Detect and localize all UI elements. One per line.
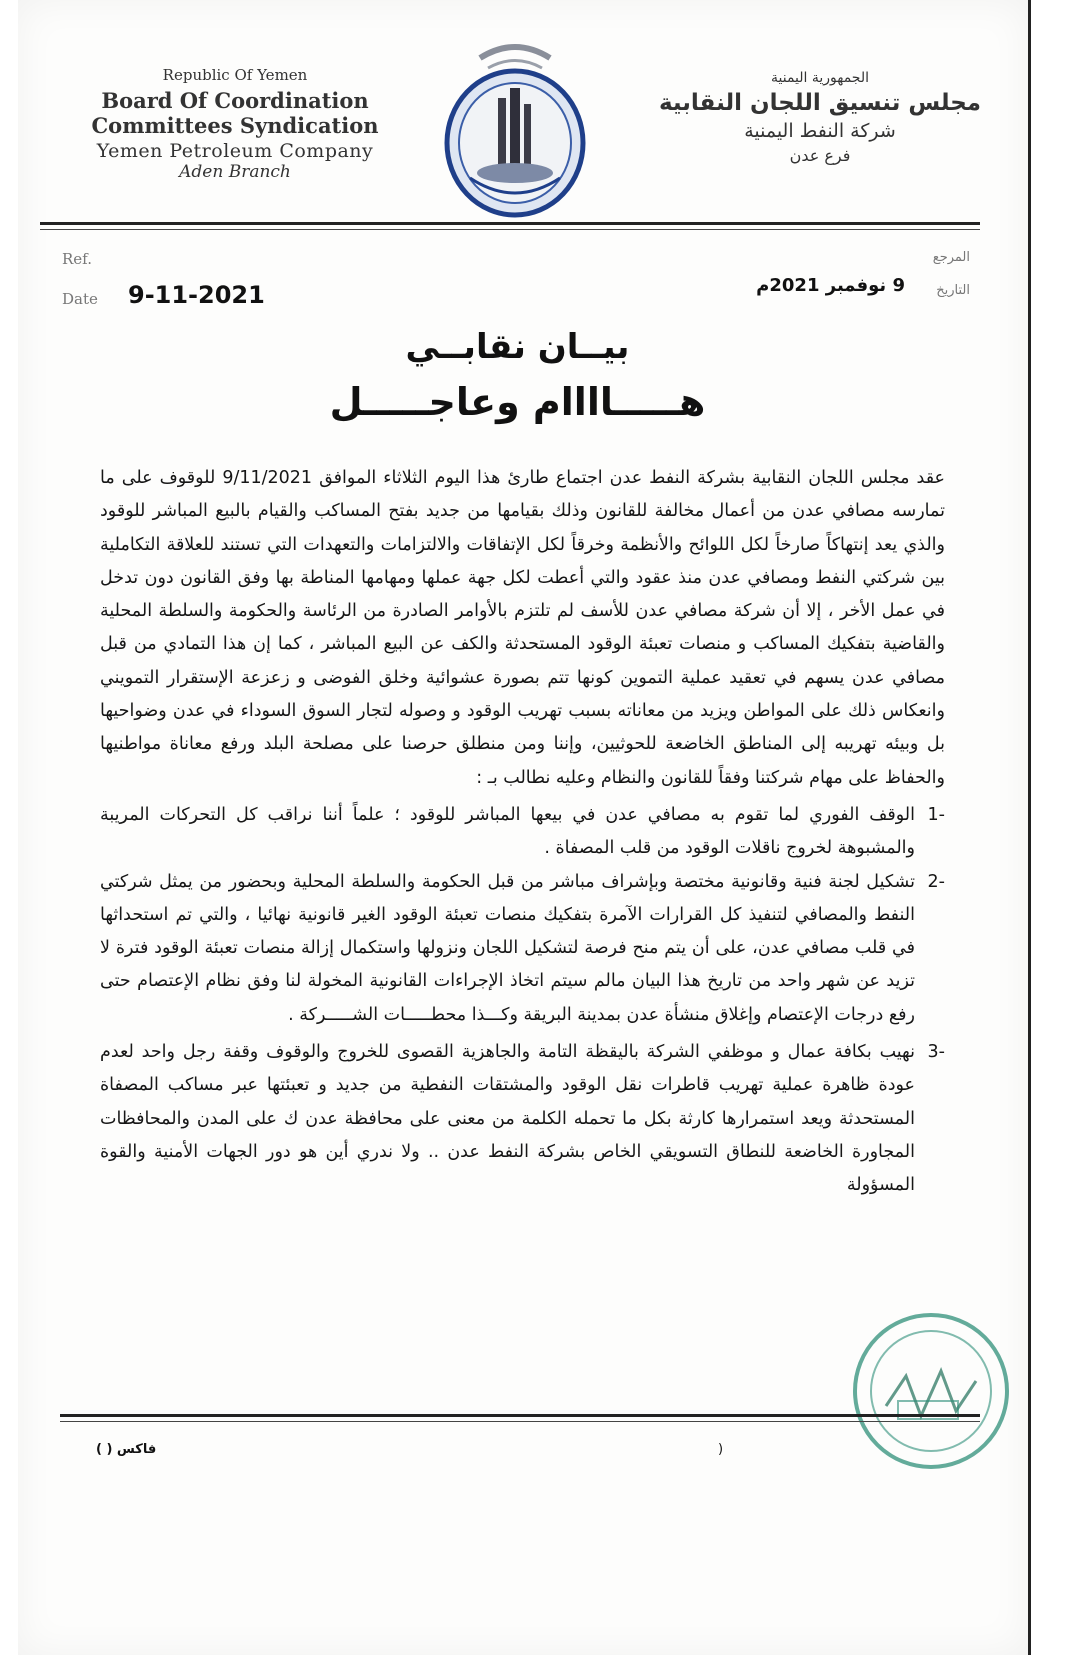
letterhead-ar-line: الجمهورية اليمنية (770, 70, 869, 86)
item-text: الوقف الفوري لما تقوم به مصافي عدن في بيعها المباشر للوقود ؛ علماً أننا نراقب كل التحركات المريبة والمشبوهة لخروج ناقلات الوقود من قلب المصفاة . (100, 804, 915, 859)
footer-divider (60, 1414, 980, 1417)
demand-item-3 (100, 1036, 945, 1202)
footer-divider-thin (60, 1421, 980, 1422)
letterhead-en-line: Committees Syndication (91, 113, 379, 138)
ref-label: Ref. (62, 250, 92, 268)
letterhead-en-line: Yemen Petroleum Company (96, 140, 374, 162)
letterhead-en-line: Republic Of Yemen (162, 66, 308, 84)
intro-paragraph: عقد مجلس اللجان النقابية بشركة النفط عدن اجتماع طارئ هذا اليوم الثلاثاء الموافق 9/11/2021 للوقوف على ما تمارسه مصافي عدن من أعمال مخالفة للقانون وذلك بقيامها من جديد بفتح المساكب والقيام بالبيع المباشر للوقود والذي يعد إنتهاكاً صارخاً لكل اللوائح والأنظمة وخرقاً لكل الإتفاقات والالتزامات والتعهدات التي تستند للعلاقة التكاملية بين شركتي النفط ومصافي عدن منذ عقود والتي أعطت لكل جهة عملها ومهامها المناطة بها وفق القانون دون تدخل في عمل الأخر ، إلا أن شركة مصافي عدن للأسف لم تلتزم بالأوامر الصادرة من الرئاسة والحكومة والسلطة المحلية والقاضية بتفكيك المساكب و منصات تعبئة الوقود المستحدثة والكف عن البيع المباشر ، كما إن هذا التمادي من قبل مصافي عدن يسهم في تعقيد عملية التموين كونها تتم بصورة عشوائية وخلق الفوضى و زعزعة الإستقرار التمويني وانعكاس ذلك على المواطن ويزيد من معاناته بسبب تهريب الوقود و وصوله لتجار السوق السوداء في عدن وضواحيها بل وبيئه تهريبه إلى المناطق الخاضعة للحوثيين، وإننا ومن منطلق حرصنا على مصلحة البلد ورفع معاناة مواطنيها والحفاظ على مهام شركتنا وفقاً للقانون والنظام وعليه نطالب بـ : (100, 468, 945, 788)
letterhead-ar-line: مجلس تنسيق اللجان النقابية (658, 90, 982, 116)
document-subtitle: هـــــاااام وعاجـــــل (329, 380, 706, 424)
arabic-date-value: 9 نوفمبر 2021م (756, 275, 905, 296)
letterhead-en-line: Aden Branch (179, 162, 291, 182)
demand-item-1 (100, 799, 945, 866)
arabic-date-label: التاريخ (936, 283, 970, 298)
statement-body (100, 462, 945, 1203)
letterhead-en-line: Board Of Coordination (101, 88, 369, 113)
item-text: نهيب بكافة عمال و موظفي الشركة باليقظة التامة والجاهزية القصوى للخروج والوقوف وقفة رجل واحد لعدم عودة ظاهرة عملية تهريب قاطرات نقل الوقود والمشتقات النفطية من جديد و تعبئتها عبر مساكب المصفاة المستحدثة ويعد استمرارها كارثة بكل ما تحمله الكلمة من معنى على محافظة عدن ك على المدن والمحافظات المجاورة الخاضعة للنطاق التسويقي الخاص بشركة النفط عدن .. ولا ندري أين هو دور الجهات الأمنية والقوة المسؤولة (100, 1042, 915, 1196)
letterhead-arabic (655, 70, 985, 165)
demand-item-2 (100, 866, 945, 1032)
item-number: -2 (927, 871, 945, 892)
date-value: 9-11-2021 (128, 281, 265, 309)
footer-paren: ) (718, 1442, 724, 1457)
fax-field: فاكس ( ) (96, 1442, 157, 1457)
letterhead-ar-line: فرع عدن (789, 146, 851, 165)
official-stamp (846, 1306, 1016, 1476)
letterhead-ar-line: شركة النفط اليمنية (744, 120, 896, 142)
header-divider (40, 222, 980, 225)
header-divider-thin (40, 229, 980, 230)
item-text: تشكيل لجنة فنية وقانونية مختصة وبإشراف مباشر من قبل الحكومة والسلطة المحلية وبحضور من يمثل شركتي النفط والمصافي لتنفيذ كل القرارات الآمرة بتفكيك منصات تعبئة الوقود الغير قانونية نهائيا ، والتي تم استحداثها في قلب مصافي عدن، على أن يتم منح فرصة لتشكيل اللجان ونزولها واستكمال إزالة منصات تعبئة الوقود فترة لا تزيد عن شهر واحد من تاريخ هذا البيان مالم سيتم اتخاذ الإجراءات القانونية المخولة لنا وفق نظام الإعتصام حتى رفع درجات الإعتصام وإغلاق منشأة عدن بمدينة البريقة وكـــذا محطـــــات الشـــــركة . (100, 871, 915, 1025)
document-title: بيــان نقابــي (405, 327, 630, 367)
item-number: -1 (927, 804, 945, 825)
item-number: -3 (927, 1042, 945, 1063)
letterhead-english (70, 66, 400, 182)
date-label: Date (62, 290, 98, 308)
arabic-ref-label: المرجع (932, 250, 970, 265)
company-logo (440, 28, 590, 218)
